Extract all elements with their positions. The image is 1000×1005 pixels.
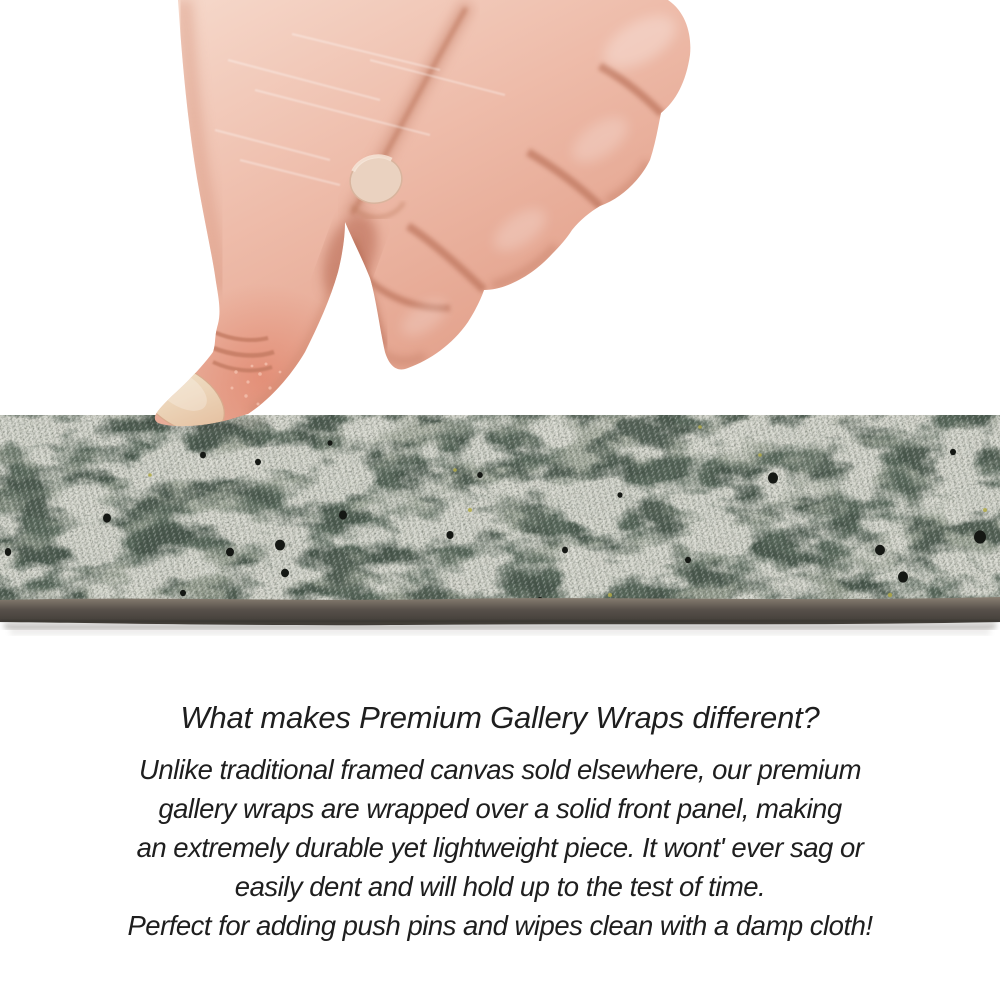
canvas-face	[0, 415, 1000, 605]
index-fingernail	[345, 151, 407, 209]
thumb-wrinkles	[211, 332, 274, 370]
canvas-strip-graphic	[0, 415, 1000, 655]
caption-line-4: easily dent and will hold up to the test of time.	[234, 871, 766, 902]
caption-heading: What makes Premium Gallery Wraps different?	[180, 700, 820, 735]
hand-silhouette	[155, 0, 691, 426]
caption-line-2: gallery wraps are wrapped over a solid front panel, making	[158, 793, 842, 824]
hand	[127, 0, 690, 473]
caption-line-1: Unlike traditional framed canvas sold elsewhere, our premium	[138, 754, 861, 785]
caption-line-5: Perfect for adding push pins and wipes clean with a damp cloth!	[127, 910, 873, 941]
skin-wrinkle-highlights	[215, 34, 505, 185]
caption-block	[0, 700, 1000, 945]
caption-line-3: an extremely durable yet lightweight piece. It wont' ever sag or	[136, 832, 864, 863]
canvas-texture-strip	[0, 415, 1000, 655]
thumb-contact-shadow	[125, 417, 275, 429]
panel-side-edge	[0, 597, 1000, 625]
